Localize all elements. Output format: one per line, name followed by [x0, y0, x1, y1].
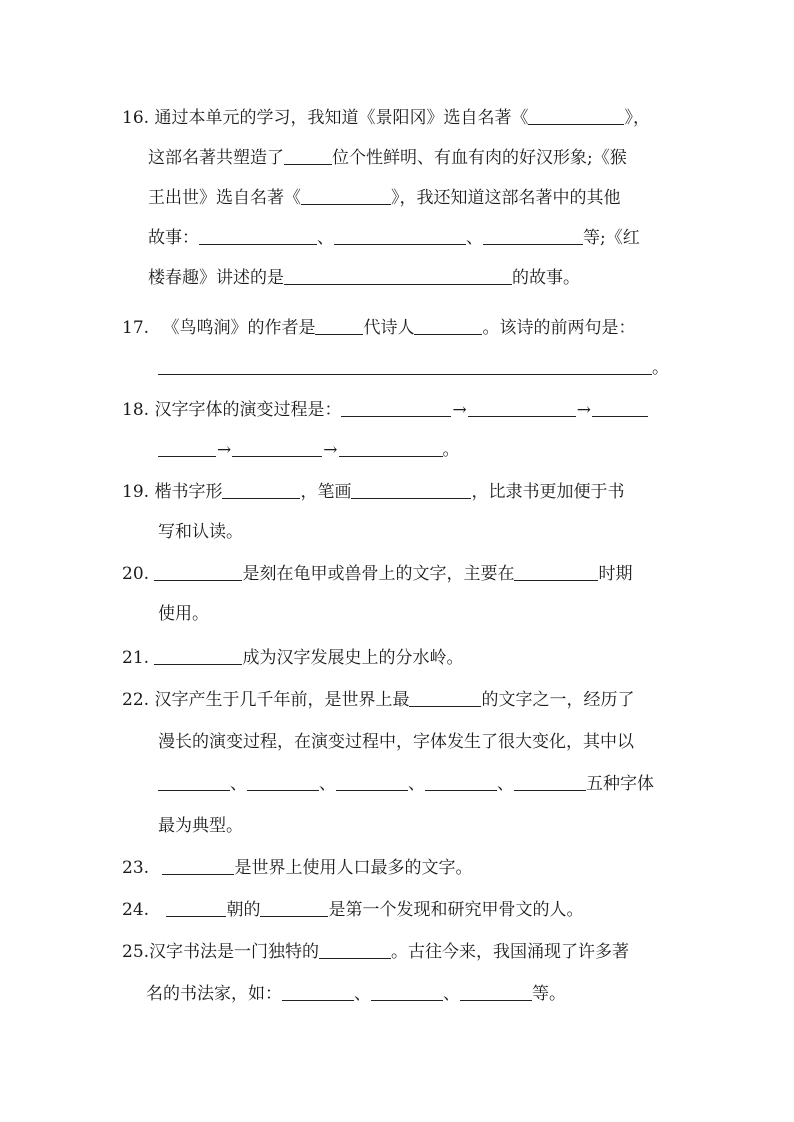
separator: 、 [230, 774, 247, 794]
answer-blank[interactable] [282, 982, 354, 1001]
question-number: 21. [122, 648, 150, 668]
answer-blank[interactable] [162, 856, 234, 875]
question-number: 19. [122, 482, 150, 502]
question-text: 这部名著共塑造了 [148, 148, 284, 168]
arrow-icon: → [576, 400, 591, 420]
question-text: 王出世》选自名著《 [148, 188, 301, 208]
answer-blank[interactable] [158, 356, 652, 375]
separator: 、 [443, 984, 460, 1004]
question-number: 22. [122, 690, 150, 710]
arrow-icon: → [323, 440, 338, 460]
answer-blank[interactable] [232, 438, 322, 457]
question-text: 楷书字形 [154, 482, 223, 502]
question-number: 18. [122, 400, 150, 420]
question-text: 。古往今来，我国涌现了许多著 [391, 942, 630, 962]
answer-blank[interactable] [154, 562, 242, 581]
separator: 、 [408, 774, 425, 794]
answer-blank[interactable] [460, 982, 532, 1001]
answer-blank[interactable] [222, 480, 300, 499]
answer-blank[interactable] [166, 898, 226, 917]
answer-blank[interactable] [336, 772, 408, 791]
question-text: ，笔画 [300, 482, 352, 502]
separator: 、 [319, 774, 336, 794]
question-text: 最为典型。 [158, 816, 243, 836]
question-text: 是刻在龟甲或兽骨上的文字，主要在 [242, 564, 515, 584]
question-number: 20. [122, 564, 150, 584]
question-text: 时期 [598, 564, 633, 584]
question-text: ，比隶书更加便于书 [471, 482, 625, 502]
arrow-icon: → [217, 440, 232, 460]
answer-blank[interactable] [301, 186, 391, 205]
answer-blank[interactable] [284, 146, 332, 165]
question-text: 漫长的演变过程，在演变过程中，字体发生了很大变化，其中以 [158, 732, 634, 752]
question-text: 汉字字体的演变过程是： [154, 400, 342, 420]
question-number: 16. [122, 108, 150, 128]
answer-blank[interactable] [409, 688, 481, 707]
answer-blank[interactable] [592, 398, 648, 417]
question-text: 等。 [532, 984, 566, 1004]
question-number: 25. [122, 942, 150, 962]
question-text: 通过本单元的学习，我知道《景阳冈》选自名著《 [154, 108, 529, 128]
answer-blank[interactable] [158, 438, 216, 457]
separator: 、 [497, 774, 514, 794]
question-number: 17. [122, 318, 150, 338]
question-text: 代诗人 [363, 318, 415, 338]
answer-blank[interactable] [339, 438, 443, 457]
question-text: 使用。 [158, 604, 209, 624]
answer-blank[interactable] [425, 772, 497, 791]
question-text: 位个性鲜明、有血有肉的好汉形象;《猴 [332, 148, 627, 168]
separator: 、 [466, 228, 483, 248]
question-text: 《鸟鸣涧》的作者是 [162, 318, 316, 338]
answer-blank[interactable] [284, 266, 512, 285]
question-text: 成为汉字发展史上的分水岭。 [242, 648, 464, 668]
answer-blank[interactable] [414, 316, 482, 335]
answer-blank[interactable] [260, 898, 328, 917]
question-text: 写和认读。 [158, 522, 243, 542]
answer-blank[interactable] [514, 562, 598, 581]
answer-blank[interactable] [371, 982, 443, 1001]
question-text: 的故事。 [512, 268, 580, 288]
question-text: 是世界上使用人口最多的文字。 [234, 858, 473, 878]
answer-blank[interactable] [528, 106, 624, 125]
question-text: 楼春趣》讲述的是 [148, 268, 284, 288]
question-number: 24. [122, 900, 150, 920]
answer-blank[interactable] [247, 772, 319, 791]
question-text: 的文字之一，经历了 [481, 690, 635, 710]
answer-blank[interactable] [319, 940, 391, 959]
question-text: 等;《红 [583, 228, 640, 248]
answer-blank[interactable] [483, 226, 583, 245]
separator: 、 [317, 228, 334, 248]
question-text: 。该诗的前两句是： [482, 318, 636, 338]
question-text: 》， [624, 108, 650, 128]
question-text: 是第一个发现和研究甲骨文的人。 [328, 900, 584, 920]
question-text: 。 [652, 358, 669, 378]
question-text: 汉字书法是一门独特的 [149, 942, 320, 962]
question-text: 。 [442, 440, 460, 460]
answer-blank[interactable] [341, 398, 451, 417]
answer-blank[interactable] [154, 646, 242, 665]
question-text: 五种字体 [586, 774, 654, 794]
answer-blank[interactable] [158, 772, 230, 791]
question-text: 名的书法家，如： [146, 984, 282, 1004]
arrow-icon: → [452, 400, 467, 420]
answer-blank[interactable] [351, 480, 471, 499]
question-number: 23. [122, 858, 150, 878]
question-text: 汉字产生于几千年前，是世界上最 [154, 690, 410, 710]
answer-blank[interactable] [334, 226, 466, 245]
separator: 、 [354, 984, 371, 1004]
question-text: 故事： [148, 228, 199, 248]
question-text: 》，我还知道这部名著中的其他 [391, 188, 621, 208]
answer-blank[interactable] [468, 398, 576, 417]
question-text: 朝的 [226, 900, 261, 920]
answer-blank[interactable] [315, 316, 363, 335]
answer-blank[interactable] [199, 226, 317, 245]
answer-blank[interactable] [514, 772, 586, 791]
